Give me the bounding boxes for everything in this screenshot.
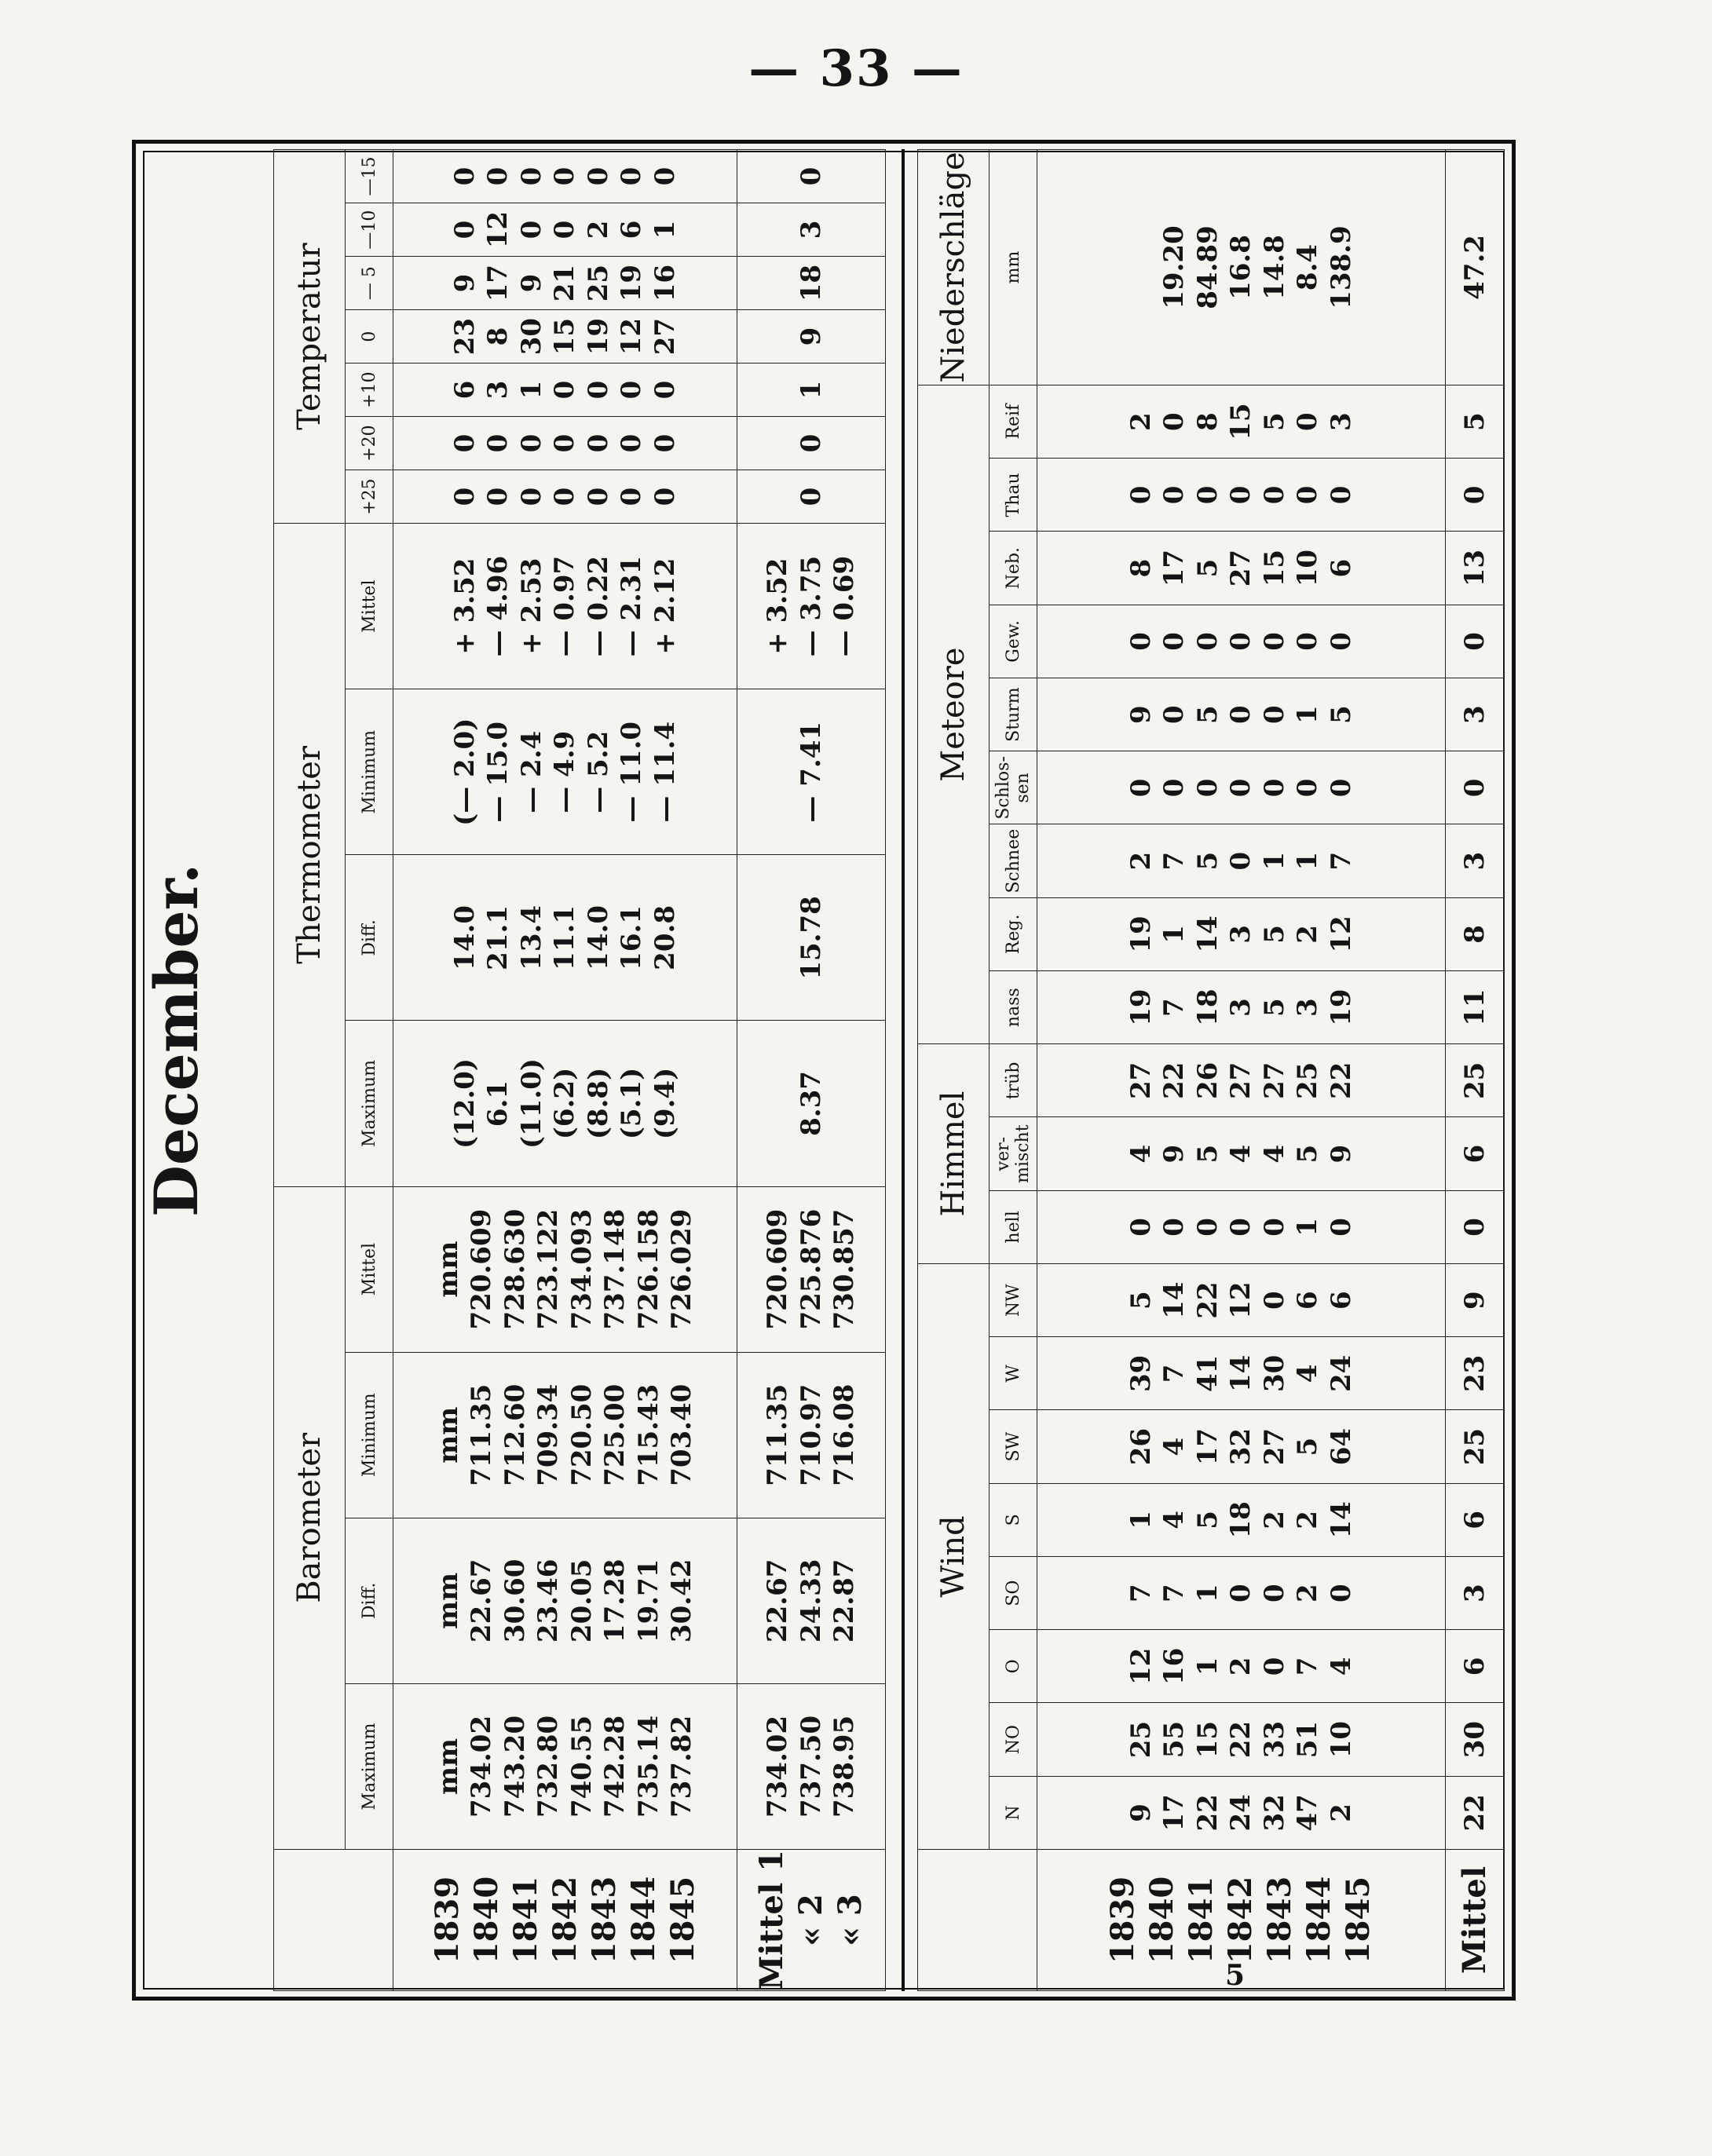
wind-col-nw: NW bbox=[990, 1264, 1037, 1337]
himmel-col-hell: hell bbox=[990, 1190, 1037, 1263]
mittel-wind-nw: 9 bbox=[1445, 1264, 1505, 1337]
meteore-schnee-values: 2 7 5 0 1 1 7 bbox=[1037, 824, 1446, 897]
mittel-himmel-vermischt: 6 bbox=[1445, 1117, 1505, 1190]
bottom-yearly-row bbox=[1037, 150, 1446, 1991]
section-divider bbox=[902, 149, 905, 1991]
baro-diff-values: mm 22.67 30.60 23.46 20.05 17.28 19.71 30.42 bbox=[393, 1518, 737, 1683]
wind-no-values: 25 55 15 22 33 51 10 bbox=[1037, 1703, 1446, 1776]
thermo-mittel-values: + 3.52 — 4.96 + 2.53 — 0.97 — 0.22 — 2.31 + 2.12 bbox=[393, 524, 737, 689]
mittel-wind-n: 22 bbox=[1445, 1776, 1505, 1849]
thermo-col-min: Minimum bbox=[346, 689, 393, 855]
thermo-col-mittel: Mittel bbox=[346, 524, 393, 689]
mittel-meteore-schnee: 3 bbox=[1445, 824, 1505, 897]
bottom-years-column: 1839 1840 1841 1842 1843 1844 1845 bbox=[1037, 1850, 1446, 1991]
wind-col-no: NO bbox=[990, 1703, 1037, 1776]
wind-n-values: 9 17 22 24 32 47 2 bbox=[1037, 1776, 1446, 1849]
mittel-meteore-gew: 0 bbox=[1445, 605, 1505, 678]
temp-m5-values: 9 17 9 21 25 19 16 bbox=[393, 257, 737, 310]
temp-0-values: 23 8 30 15 19 12 27 bbox=[393, 310, 737, 364]
mittel-niederschlaege: 47.2 bbox=[1445, 150, 1505, 386]
meteore-col-sturm: Sturm bbox=[990, 678, 1037, 751]
mittel-meteore-reif: 5 bbox=[1445, 386, 1505, 459]
wind-col-w: W bbox=[990, 1337, 1037, 1410]
wind-col-n: N bbox=[990, 1776, 1037, 1849]
mittel-labels: Mittel 1 « 2 « 3 bbox=[737, 1850, 886, 1991]
mittel-wind-no: 30 bbox=[1445, 1703, 1505, 1776]
baro-max-values: mm 734.02 743.20 732.80 740.55 742.28 735.14 737.82 bbox=[393, 1683, 737, 1849]
mittel-himmel-hell: 0 bbox=[1445, 1190, 1505, 1263]
mittel-himmel-trueb: 25 bbox=[1445, 1044, 1505, 1117]
mittel-meteore-neb: 13 bbox=[1445, 532, 1505, 605]
years-column: 1839 1840 1841 1842 1843 1844 1845 bbox=[393, 1850, 737, 1991]
wind-col-o: O bbox=[990, 1630, 1037, 1703]
temperatur-header: Temperatur bbox=[274, 150, 346, 524]
himmel-col-trueb: trüb bbox=[990, 1044, 1037, 1117]
year-header-cell bbox=[274, 1850, 393, 1991]
meteore-col-schlossen: Schlos-sen bbox=[990, 751, 1037, 824]
baro-col-diff: Diff. bbox=[346, 1518, 393, 1683]
meteore-col-gew: Gew. bbox=[990, 605, 1037, 678]
bottom-mittel-label: Mittel bbox=[1445, 1850, 1505, 1991]
climate-table-rotated bbox=[132, 140, 1516, 2001]
meteore-nass-values: 19 7 18 3 5 3 19 bbox=[1037, 971, 1446, 1044]
wind-o-values: 12 16 1 2 0 7 4 bbox=[1037, 1630, 1446, 1703]
temp-p10-values: 6 3 1 0 0 0 0 bbox=[393, 364, 737, 417]
himmel-vermischt-values: 4 9 5 4 4 5 9 bbox=[1037, 1117, 1446, 1190]
barometer-header: Barometer bbox=[274, 1186, 346, 1849]
mittel-temp-m15: 0 bbox=[737, 150, 886, 203]
mittel-thermo-max: 8.37 bbox=[737, 1021, 886, 1186]
wind-s-values: 1 4 5 18 2 2 14 bbox=[1037, 1483, 1446, 1556]
mittel-wind-so: 3 bbox=[1445, 1557, 1505, 1630]
thermo-max-values: (12.0) 6.1 (11.0) (6.2) (8.8) (5.1) (9.4) bbox=[393, 1021, 737, 1186]
niederschlaege-values: 19.20 84.89 16.8 14.8 8.4 138.9 bbox=[1037, 150, 1446, 386]
temp-col-p10: +10 bbox=[346, 364, 393, 417]
thermo-col-max: Maximum bbox=[346, 1021, 393, 1186]
meteore-reg-values: 19 1 14 3 5 2 12 bbox=[1037, 897, 1446, 970]
niederschlaege-header: Niederschläge bbox=[918, 150, 990, 386]
meteore-col-thau: Thau bbox=[990, 459, 1037, 532]
temp-col-m10: —10 bbox=[346, 203, 393, 257]
meteore-neb-values: 8 17 5 27 15 10 6 bbox=[1037, 532, 1446, 605]
mittel-temp-m10: 3 bbox=[737, 203, 886, 257]
top-table bbox=[273, 149, 886, 1991]
mittel-baro-max: 734.02 737.50 738.95 bbox=[737, 1683, 886, 1849]
bottom-mittel-row bbox=[1445, 150, 1505, 1991]
mittel-meteore-reg: 8 bbox=[1445, 897, 1505, 970]
nieder-col-mm: mm bbox=[990, 150, 1037, 386]
wind-nw-values: 5 14 22 12 0 6 6 bbox=[1037, 1264, 1446, 1337]
page-title: December. bbox=[141, 863, 211, 1217]
wind-sw-values: 26 4 17 32 27 5 64 bbox=[1037, 1410, 1446, 1483]
meteore-col-reif: Reif bbox=[990, 386, 1037, 459]
thermo-diff-values: 14.0 21.1 13.4 11.1 14.0 16.1 20.8 bbox=[393, 855, 737, 1021]
mittel-thermo-min: — 7.41 bbox=[737, 689, 886, 855]
temp-col-p20: +20 bbox=[346, 417, 393, 470]
mittel-meteore-nass: 11 bbox=[1445, 971, 1505, 1044]
thermometer-header: Thermometer bbox=[274, 524, 346, 1186]
thermo-min-values: (— 2.0) — 15.0 — 2.4 — 4.9 — 5.2 — 11.0 — 11.4 bbox=[393, 689, 737, 855]
mittel-row bbox=[737, 150, 886, 1991]
mittel-temp-0: 9 bbox=[737, 310, 886, 364]
baro-col-min: Minimum bbox=[346, 1352, 393, 1518]
meteore-sturm-values: 9 0 5 0 0 1 5 bbox=[1037, 678, 1446, 751]
mittel-wind-s: 6 bbox=[1445, 1483, 1505, 1556]
mittel-thermo-diff: 15.78 bbox=[737, 855, 886, 1021]
temp-p25-values: 0 0 0 0 0 0 0 bbox=[393, 470, 737, 524]
mittel-meteore-schlossen: 0 bbox=[1445, 751, 1505, 824]
temp-col-m5: — 5 bbox=[346, 257, 393, 310]
mittel-wind-sw: 25 bbox=[1445, 1410, 1505, 1483]
temp-col-m15: —15 bbox=[346, 150, 393, 203]
meteore-thau-values: 0 0 0 0 0 0 0 bbox=[1037, 459, 1446, 532]
mittel-temp-p20: 0 bbox=[737, 417, 886, 470]
himmel-trueb-values: 27 22 26 27 27 25 22 bbox=[1037, 1044, 1446, 1117]
mittel-thermo-mittel: + 3.52 — 3.75 — 0.69 bbox=[737, 524, 886, 689]
mittel-temp-m5: 18 bbox=[737, 257, 886, 310]
temp-p20-values: 0 0 0 0 0 0 0 bbox=[393, 417, 737, 470]
baro-col-max: Maximum bbox=[346, 1683, 393, 1849]
himmel-col-vermischt: ver-mischt bbox=[990, 1117, 1037, 1190]
mittel-meteore-thau: 0 bbox=[1445, 459, 1505, 532]
wind-so-values: 7 7 1 0 0 2 0 bbox=[1037, 1557, 1446, 1630]
mittel-meteore-sturm: 3 bbox=[1445, 678, 1505, 751]
temp-col-0: 0 bbox=[346, 310, 393, 364]
meteore-header: Meteore bbox=[918, 386, 990, 1044]
wind-col-s: S bbox=[990, 1483, 1037, 1556]
mittel-temp-p10: 1 bbox=[737, 364, 886, 417]
wind-col-sw: SW bbox=[990, 1410, 1037, 1483]
meteore-col-nass: nass bbox=[990, 971, 1037, 1044]
baro-min-values: mm 711.35 712.60 709.34 720.50 725.00 715.43 703.40 bbox=[393, 1352, 737, 1518]
himmel-hell-values: 0 0 0 0 0 1 0 bbox=[1037, 1190, 1446, 1263]
temp-m10-values: 0 12 0 0 2 6 1 bbox=[393, 203, 737, 257]
baro-col-mittel: Mittel bbox=[346, 1186, 393, 1352]
wind-w-values: 39 7 41 14 30 4 24 bbox=[1037, 1337, 1446, 1410]
signature-mark: 5 bbox=[1225, 1959, 1246, 1992]
yearly-data-row bbox=[393, 150, 737, 1991]
himmel-header: Himmel bbox=[918, 1044, 990, 1264]
temp-col-p25: +25 bbox=[346, 470, 393, 524]
year-header-cell-bottom bbox=[918, 1850, 1037, 1991]
meteore-col-reg: Reg. bbox=[990, 897, 1037, 970]
bottom-table bbox=[917, 149, 1505, 1991]
mittel-temp-p25: 0 bbox=[737, 470, 886, 524]
meteore-gew-values: 0 0 0 0 0 0 0 bbox=[1037, 605, 1446, 678]
temp-m15-values: 0 0 0 0 0 0 0 bbox=[393, 150, 737, 203]
meteore-schlossen-values: 0 0 0 0 0 0 0 bbox=[1037, 751, 1446, 824]
meteore-col-neb: Neb. bbox=[990, 532, 1037, 605]
meteore-col-schnee: Schnee bbox=[990, 824, 1037, 897]
mittel-baro-diff: 22.67 24.33 22.87 bbox=[737, 1518, 886, 1683]
wind-col-so: SO bbox=[990, 1557, 1037, 1630]
mittel-baro-min: 711.35 710.97 716.08 bbox=[737, 1352, 886, 1518]
page-number: — 33 — bbox=[748, 39, 964, 98]
wind-header: Wind bbox=[918, 1264, 990, 1850]
mittel-wind-w: 23 bbox=[1445, 1337, 1505, 1410]
meteore-reif-values: 2 0 8 15 5 0 3 bbox=[1037, 386, 1446, 459]
baro-mittel-values: mm 720.609 728.630 723.122 734.093 737.148 726.158 726.029 bbox=[393, 1186, 737, 1352]
mittel-baro-mittel: 720.609 725.876 730.857 bbox=[737, 1186, 886, 1352]
mittel-wind-o: 6 bbox=[1445, 1630, 1505, 1703]
thermo-col-diff: Diff. bbox=[346, 855, 393, 1021]
